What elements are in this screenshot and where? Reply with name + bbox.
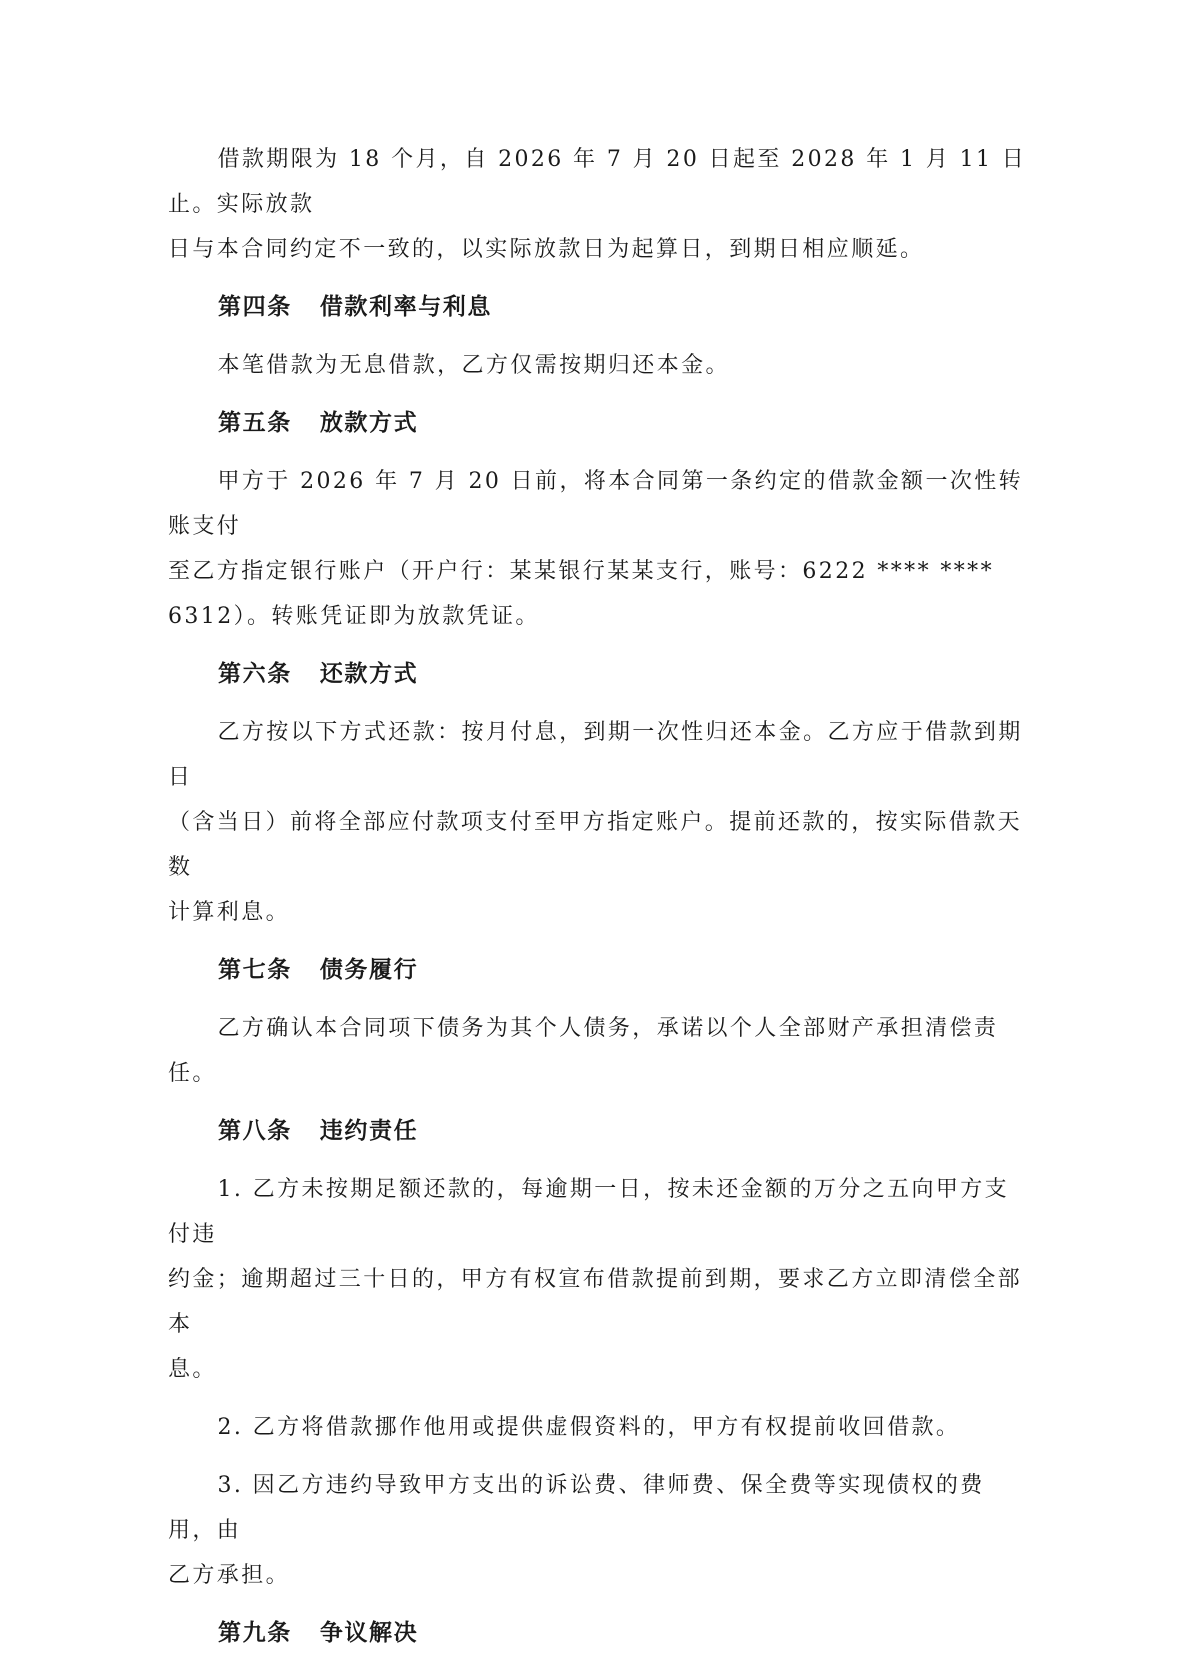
section-heading-9 — [168, 1611, 1028, 1656]
paragraph-debt-performance — [168, 1006, 1028, 1096]
paragraph-line: （含当日）前将全部应付款项支付至甲方指定账户。提前还款的，按实际借款天数 — [168, 810, 1023, 880]
paragraph-line: 计算利息。 — [168, 900, 291, 925]
paragraph-loan-term — [168, 137, 1028, 272]
section-heading-5 — [168, 401, 1028, 446]
paragraph-line: 息。 — [168, 1357, 217, 1382]
paragraph-breach-3 — [168, 1463, 1028, 1598]
section-title: 债务履行 — [319, 957, 419, 983]
paragraph-disbursement — [168, 459, 1028, 639]
paragraph-line: 乙方按以下方式还款：按月付息，到期一次性归还本金。乙方应于借款到期日 — [168, 720, 1023, 790]
section-heading-7 — [168, 948, 1028, 993]
paragraph-line: 至乙方指定银行账户（开户行：某某银行某某支行，账号：6222 **** **** — [168, 559, 994, 584]
paragraph-line: 2. 乙方将借款挪作他用或提供虚假资料的，甲方有权提前收回借款。 — [217, 1415, 961, 1440]
paragraph-interest — [168, 343, 1028, 388]
paragraph-breach-1 — [168, 1167, 1028, 1392]
section-heading-8 — [168, 1109, 1028, 1154]
section-heading-4 — [168, 285, 1028, 330]
paragraph-breach-2 — [168, 1405, 1028, 1450]
section-number: 第五条 — [218, 410, 292, 436]
paragraph-line: 约金；逾期超过三十日的，甲方有权宣布借款提前到期，要求乙方立即清偿全部本 — [168, 1267, 1023, 1337]
section-number: 第八条 — [218, 1118, 292, 1144]
section-number: 第九条 — [218, 1620, 292, 1646]
section-title: 放款方式 — [319, 410, 419, 436]
paragraph-line: 甲方于 2026 年 7 月 20 日前，将本合同第一条约定的借款金额一次性转账支付 — [168, 469, 1024, 539]
document-page — [168, 137, 1028, 1669]
paragraph-line: 乙方承担。 — [168, 1563, 291, 1588]
paragraph-line: 本笔借款为无息借款，乙方仅需按期归还本金。 — [217, 353, 730, 378]
section-title: 还款方式 — [319, 661, 419, 687]
paragraph-line: 6312）。转账凭证即为放款凭证。 — [168, 604, 540, 629]
section-heading-6 — [168, 652, 1028, 697]
section-number: 第六条 — [218, 661, 292, 687]
paragraph-repayment — [168, 710, 1028, 935]
paragraph-line: 借款期限为 18 个月，自 2026 年 7 月 20 日起至 2028 年 1 月 11 日止。实际放款 — [168, 147, 1027, 217]
paragraph-line: 1. 乙方未按期足额还款的，每逾期一日，按未还金额的万分之五向甲方支付违 — [168, 1177, 1010, 1247]
paragraph-line: 乙方确认本合同项下债务为其个人债务，承诺以个人全部财产承担清偿责任。 — [168, 1016, 999, 1086]
section-number: 第四条 — [218, 294, 292, 320]
section-title: 违约责任 — [319, 1118, 419, 1144]
section-title: 借款利率与利息 — [319, 294, 493, 320]
paragraph-line: 3. 因乙方违约导致甲方支出的诉讼费、律师费、保全费等实现债权的费用，由 — [168, 1473, 985, 1543]
section-number: 第七条 — [218, 957, 292, 983]
section-title: 争议解决 — [319, 1620, 419, 1646]
paragraph-line: 日与本合同约定不一致的，以实际放款日为起算日，到期日相应顺延。 — [168, 237, 925, 262]
